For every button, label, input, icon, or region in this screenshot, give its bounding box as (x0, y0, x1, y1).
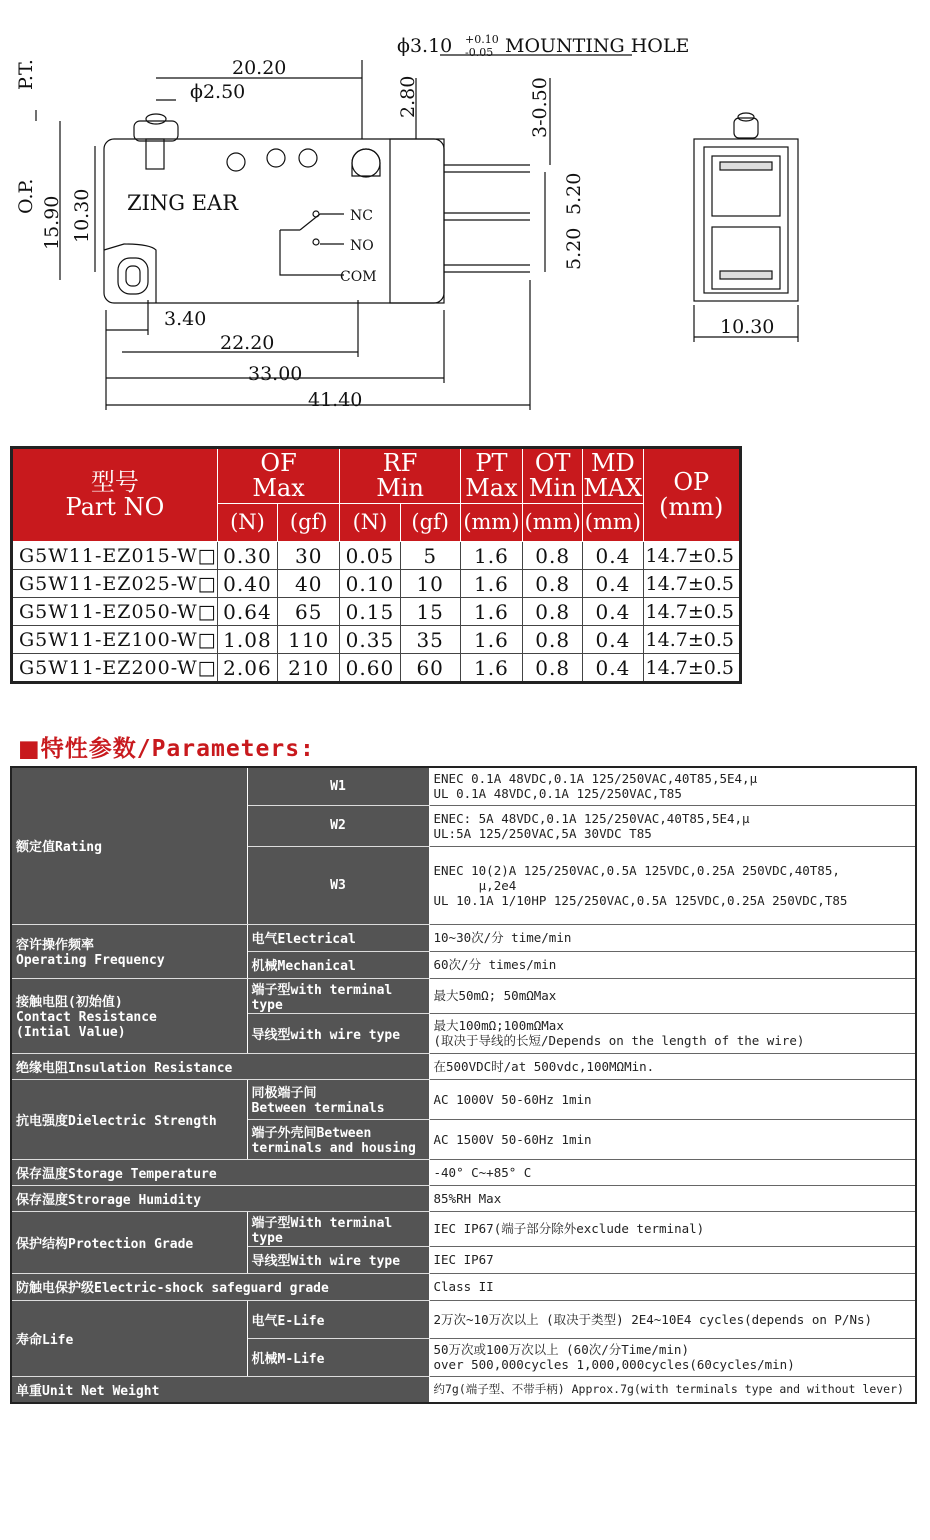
cell-part: G5W11-EZ015-W□ (12, 542, 218, 570)
dim-10-30-vertical: 10.30 (71, 188, 93, 243)
dielectric-housing-label: 端子外壳间Between terminals and housing (247, 1119, 429, 1159)
cell-rf-gf: 35 (400, 626, 460, 654)
dim-5-20-top: 5.20 (563, 172, 585, 215)
cell-of-n: 0.40 (217, 570, 277, 598)
cell-md: 0.4 (583, 598, 643, 626)
cell-part: G5W11-EZ050-W□ (12, 598, 218, 626)
protection-wire-label: 导线型With wire type (247, 1246, 429, 1273)
dielectric-between-value: AC 1000V 50-60Hz 1min (429, 1079, 916, 1119)
cell-rf-n: 0.35 (340, 626, 400, 654)
svg-text:-0.05: -0.05 (465, 46, 494, 59)
storage-temperature-label: 保存温度Storage Temperature (11, 1159, 429, 1185)
cell-md: 0.4 (583, 654, 643, 683)
cell-md: 0.4 (583, 570, 643, 598)
header-part-no: 型号 Part NO (12, 448, 218, 542)
storage-humidity-label: 保存湿度Strorage Humidity (11, 1185, 429, 1211)
cell-of-gf: 65 (278, 598, 340, 626)
header-op: OP (mm) (643, 448, 740, 542)
brand-label: ZING EAR (127, 191, 239, 215)
table-row (12, 654, 741, 683)
contact-resistance-label: 接触电阻(初始值) Contact Resistance (Intial Value) (11, 978, 247, 1053)
cell-md: 0.4 (583, 626, 643, 654)
contact-terminal-label: 端子型with terminal type (247, 978, 429, 1013)
spec-table (10, 446, 742, 684)
dim-20-20: 20.20 (232, 57, 287, 79)
frequency-electrical-label: 电气Electrical (247, 924, 429, 951)
insulation-value: 在500VDC时/at 500vdc,100MΩMin. (429, 1053, 916, 1079)
w2-label: W2 (247, 805, 429, 846)
cell-rf-gf: 60 (400, 654, 460, 683)
table-row (12, 542, 741, 570)
weight-label: 单重Unit Net Weight (11, 1376, 429, 1403)
unit-pt-mm: (mm) (460, 504, 522, 542)
cell-of-n: 0.30 (217, 542, 277, 570)
shock-grade-value: Class II (429, 1273, 916, 1300)
unit-rf-gf: (gf) (400, 504, 460, 542)
spec-table-body (12, 542, 741, 683)
cell-of-n: 1.08 (217, 626, 277, 654)
cell-op: 14.7±0.5 (643, 570, 740, 598)
cell-of-gf: 30 (278, 542, 340, 570)
w3-value: ENEC 10(2)A 125/250VAC,0.5A 125VDC,0.25A 250VDC,40T85, μ,2e4 UL 10.1A 1/10HP 125/250VAC,0.5A 125VDC,0.25A 250VDC,T85 (429, 846, 916, 924)
cell-ot: 0.8 (523, 626, 583, 654)
cell-rf-gf: 10 (400, 570, 460, 598)
cell-op: 14.7±0.5 (643, 626, 740, 654)
terminal-no: NO (350, 238, 374, 254)
cell-part: G5W11-EZ200-W□ (12, 654, 218, 683)
cell-op: 14.7±0.5 (643, 542, 740, 570)
rating-label: 额定值Rating (11, 767, 247, 924)
parameters-table (10, 766, 917, 1404)
w3-label: W3 (247, 846, 429, 924)
mounting-hole-label: MOUNTING HOLE (505, 35, 690, 57)
cell-of-n: 2.06 (217, 654, 277, 683)
dim-3-050: 3-0.50 (529, 77, 551, 138)
red-square-icon: ■ (18, 736, 41, 762)
w1-label: W1 (247, 767, 429, 805)
cell-op: 14.7±0.5 (643, 598, 740, 626)
dim-33-00: 33.00 (248, 363, 303, 385)
insulation-label: 绝缘电阻Insulation Resistance (11, 1053, 429, 1079)
protection-terminal-value: IEC IP67(端子部分除外exclude terminal) (429, 1211, 916, 1246)
contact-terminal-value: 最大50mΩ; 50mΩMax (429, 978, 916, 1013)
label-pt: P.T. (15, 59, 37, 90)
dim-5-20-bottom: 5.20 (563, 227, 585, 270)
w1-value: ENEC 0.1A 48VDC,0.1A 125/250VAC,40T85,5E4,μ UL 0.1A 48VDC,0.1A 125/250VAC,T85 (429, 767, 916, 805)
terminal-nc: NC (350, 208, 373, 224)
contact-wire-label: 导线型with wire type (247, 1013, 429, 1053)
svg-text:+0.10: +0.10 (465, 33, 499, 46)
unit-of-n: (N) (217, 504, 277, 542)
cell-of-gf: 40 (278, 570, 340, 598)
protection-terminal-label: 端子型With terminal type (247, 1211, 429, 1246)
terminal-com: COM (340, 269, 377, 285)
header-ot: OT Min (523, 448, 583, 504)
cell-ot: 0.8 (523, 654, 583, 683)
cell-ot: 0.8 (523, 570, 583, 598)
dielectric-between-label: 同极端子间 Between terminals (247, 1079, 429, 1119)
life-electrical-label: 电气E-Life (247, 1300, 429, 1338)
unit-ot-mm: (mm) (523, 504, 583, 542)
life-label: 寿命Life (11, 1300, 247, 1376)
weight-value: 约7g(端子型、不带手柄) Approx.7g(with terminals type and without lever) (429, 1376, 916, 1403)
cell-of-n: 0.64 (217, 598, 277, 626)
frequency-mechanical-value: 60次/分 times/min (429, 951, 916, 978)
unit-rf-n: (N) (340, 504, 400, 542)
cell-pt: 1.6 (460, 542, 522, 570)
storage-humidity-value: 85%RH Max (429, 1185, 916, 1211)
mounting-hole-dim: ϕ3.10 (397, 35, 453, 57)
cell-pt: 1.6 (460, 598, 522, 626)
cell-rf-gf: 15 (400, 598, 460, 626)
cell-of-gf: 210 (278, 654, 340, 683)
dim-41-40: 41.40 (308, 389, 363, 411)
storage-temperature-value: -40° C~+85° C (429, 1159, 916, 1185)
dim-10-30-horizontal: 10.30 (720, 316, 775, 338)
dielectric-label: 抗电强度Dielectric Strength (11, 1079, 247, 1159)
header-rf: RF Min (340, 448, 460, 504)
dim-3-40: 3.40 (164, 308, 207, 330)
cell-op: 14.7±0.5 (643, 654, 740, 683)
dim-dia-2-50: ϕ2.50 (190, 81, 246, 103)
cell-part: G5W11-EZ025-W□ (12, 570, 218, 598)
cell-of-gf: 110 (278, 626, 340, 654)
cell-rf-n: 0.05 (340, 542, 400, 570)
dielectric-housing-value: AC 1500V 50-60Hz 1min (429, 1119, 916, 1159)
header-pt: PT Max (460, 448, 522, 504)
dim-22-20: 22.20 (220, 332, 275, 354)
life-electrical-value: 2万次~10万次以上 (取决于类型) 2E4~10E4 cycles(depends on P/Ns) (429, 1300, 916, 1338)
protection-label: 保护结构Protection Grade (11, 1211, 247, 1273)
cell-rf-n: 0.15 (340, 598, 400, 626)
table-row (12, 626, 741, 654)
table-row (12, 598, 741, 626)
protection-wire-value: IEC IP67 (429, 1246, 916, 1273)
cell-md: 0.4 (583, 542, 643, 570)
shock-grade-label: 防触电保护级Electric-shock safeguard grade (11, 1273, 429, 1300)
parameters-title: ■特性参数/Parameters: (18, 736, 315, 762)
cell-pt: 1.6 (460, 570, 522, 598)
cell-rf-n: 0.60 (340, 654, 400, 683)
dim-15-90: 15.90 (41, 195, 63, 250)
w2-value: ENEC: 5A 48VDC,0.1A 125/250VAC,40T85,5E4,μ UL:5A 125/250VAC,5A 30VDC T85 (429, 805, 916, 846)
table-row (12, 570, 741, 598)
cell-pt: 1.6 (460, 626, 522, 654)
header-of: OF Max (217, 448, 340, 504)
dim-2-80: 2.80 (397, 75, 419, 118)
unit-md-mm: (mm) (583, 504, 643, 542)
contact-wire-value: 最大100mΩ;100mΩMax (取决于导线的长短/Depends on the length of the wire) (429, 1013, 916, 1053)
cell-ot: 0.8 (523, 542, 583, 570)
frequency-electrical-value: 10~30次/分 time/min (429, 924, 916, 951)
cell-rf-n: 0.10 (340, 570, 400, 598)
frequency-mechanical-label: 机械Mechanical (247, 951, 429, 978)
life-mechanical-label: 机械M-Life (247, 1338, 429, 1376)
cell-ot: 0.8 (523, 598, 583, 626)
cell-rf-gf: 5 (400, 542, 460, 570)
technical-drawing (0, 0, 930, 440)
cell-part: G5W11-EZ100-W□ (12, 626, 218, 654)
cell-pt: 1.6 (460, 654, 522, 683)
life-mechanical-value: 50万次或100万次以上 (60次/分Time/min) over 500,000cycles 1,000,000cycles(60cycles/min) (429, 1338, 916, 1376)
switch-body (104, 139, 444, 303)
frequency-label: 容许操作频率 Operating Frequency (11, 924, 247, 978)
header-md: MD MAX (583, 448, 643, 502)
unit-of-gf: (gf) (278, 504, 340, 542)
label-op: O.P. (15, 178, 37, 214)
